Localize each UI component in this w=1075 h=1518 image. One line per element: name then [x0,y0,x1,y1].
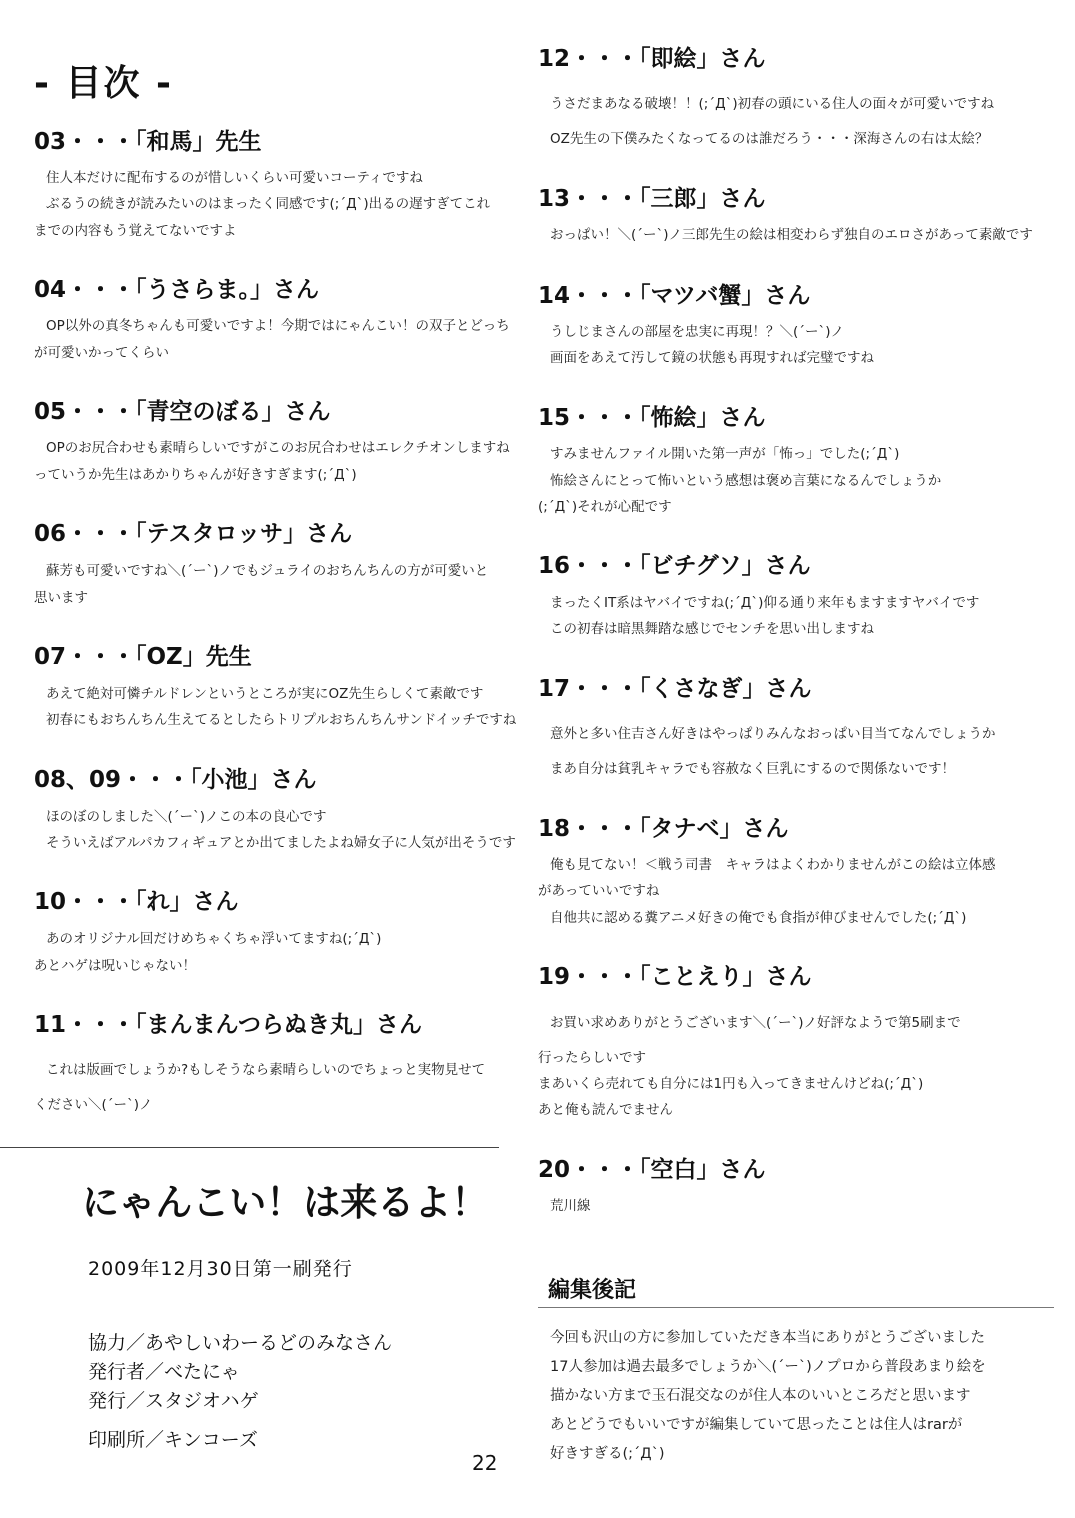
entry-heading: 11・・・「まんまんつらぬき丸」さん [34,1012,423,1038]
afterword-line: 好きすぎる(;´Д`) [550,1446,665,1462]
entry-line: あえて絶対可憐チルドレンというところが実にOZ先生らしくて素敵です [46,686,484,702]
entry-heading: 16・・・「ビチグソ」さん [538,553,811,579]
entry-line: 蘇芳も可愛いですね＼(´ー`)ノでもジュライのおちんちんの方が可愛いと [46,563,489,579]
entry-line: OPのお尻合わせも素晴らしいですがこのお尻合わせはエレクチオンしますね [46,440,510,456]
entry-line: あのオリジナル回だけめちゃくちゃ浮いてますね(;´Д`) [46,931,382,947]
credit-line: 印刷所／キンコーズ [88,1429,258,1451]
entry-line: 俺も見てない！＜戦う司書 キャラはよくわかりませんがこの絵は立体感 [550,857,996,873]
afterword-line: あとどうでもいいですが編集していて思ったことは住人はrarが [550,1417,963,1433]
entry-heading: 12・・・「即絵」さん [538,46,766,72]
divider [538,1307,1054,1308]
afterword-line: 今回も沢山の方に参加していただき本当にありがとうございました [550,1330,985,1346]
entry-heading: 13・・・「三郎」さん [538,186,766,212]
entry-line: これは版画でしょうか?もしそうなら素晴らしいのでちょっと実物見せて [46,1062,486,1078]
entry-line: ください＼(´ー`)ノ [34,1097,153,1113]
entry-line: 住人本だけに配布するのが惜しいくらい可愛いコーティですね [46,170,423,186]
book-title: にゃんこい！は来るよ！ [82,1181,489,1224]
entry-line: すみませんファイル開いた第一声が「怖っ」でした(;´Д`) [550,446,900,462]
entry-line: まあいくら売れても自分には1円も入ってきませんけどね(;´Д`) [538,1076,924,1092]
entry-line: (;´Д`)それが心配です [538,499,672,515]
afterword-line: 17人参加は過去最多でしょうか＼(´ー`)ノプロから普段あまり絵を [550,1359,986,1375]
entry-heading: 05・・・「青空のぼる」さん [34,399,331,425]
divider [0,1147,499,1148]
entry-heading: 03・・・「和馬」先生 [34,129,262,155]
credit-line: 発行／スタジオハゲ [88,1390,259,1412]
entry-line: 荒川線 [550,1198,591,1214]
entry-line: おっぱい！＼(´ー`)ノ三郎先生の絵は相変わらず独自のエロさがあって素敵です [550,227,1033,243]
entry-heading: 14・・・「マツバ蟹」さん [538,283,811,309]
entry-heading: 20・・・「空白」さん [538,1157,766,1183]
entry-heading: 04・・・「うさらま。」さん [34,277,320,303]
page-number: 22 [472,1451,498,1475]
credit-line: 協力／あやしいわーるどのみなさん [88,1332,393,1354]
entry-line: 行ったらしいです [538,1050,646,1066]
entry-line: まったくIT系はヤバイですね(;´Д`)仰る通り来年もますますヤバイです [550,595,980,611]
entry-heading: 06・・・「テスタロッサ」さん [34,521,353,547]
entry-line: うしじまさんの部屋を忠実に再現！？＼(´ー`)ノ [550,324,845,340]
entry-line: うさだまあなる破壊！！(;´Д`)初春の頭にいる住人の面々が可愛いですね [550,96,995,112]
entry-heading: 17・・・「くさなぎ」さん [538,676,812,702]
entry-line: 怖絵さんにとって怖いという感想は褒め言葉になるんでしょうか [550,473,942,489]
toc-title: - 目次 - [34,63,173,104]
entry-line: 意外と多い住吉さん好きはやっぱりみんなおっぱい目当てなんでしょうか [550,726,996,742]
entry-line: っていうか先生はあかりちゃんが好きすぎます(;´Д`) [34,467,357,483]
entry-line: あと俺も読んでません [538,1102,673,1118]
entry-heading: 18・・・「タナベ」さん [538,816,789,842]
credit-line: 発行者／べたにゃ [88,1361,240,1383]
entry-line: お買い求めありがとうございます＼(´ー`)ノ好評なようで第5刷まで [550,1015,961,1031]
publish-date: 2009年12月30日第一刷発行 [88,1258,353,1280]
entry-line: が可愛いかってくらい [34,345,169,361]
entry-line: 自他共に認める糞アニメ好きの俺でも食指が伸びませんでした(;´Д`) [550,910,967,926]
entry-line: までの内容もう覚えてないですよ [34,223,237,239]
entry-line: まあ自分は貧乳キャラでも容赦なく巨乳にするので関係ないです！ [550,761,955,777]
afterword-line: 描かない方まで玉石混交なのが住人本のいいところだと思います [550,1388,971,1404]
entry-line: 画面をあえて汚して鏡の状態も再現すれば完璧ですね [550,350,874,366]
entry-line: OZ先生の下僕みたくなってるのは誰だろう・・・深海さんの右は太絵？ [550,131,989,147]
entry-line: ぶるうの続きが読みたいのはまったく同感です(;´Д`)出るの遅すぎてこれ [46,196,491,212]
entry-line: あとハゲは呪いじゃない！ [34,958,196,974]
entry-heading: 07・・・「OZ」先生 [34,644,252,670]
entry-line: OP以外の真冬ちゃんも可愛いですよ！今期ではにゃんこい！の双子とどっち [46,318,510,334]
entry-heading: 15・・・「怖絵」さん [538,405,766,431]
entry-line: 初春にもおちんちん生えてるとしたらトリプルおちんちんサンドイッチですね [46,712,517,728]
entry-line: 思います [34,590,88,606]
entry-line: があっていいですね [538,883,660,899]
entry-line: そういえばアルパカフィギュアとか出てましたよね婦女子に人気が出そうです [46,835,516,851]
entry-line: この初春は暗黒舞踏な感じでセンチを思い出しますね [550,621,874,637]
entry-heading: 10・・・「れ」さん [34,889,239,915]
entry-line: ほのぼのしました＼(´ー`)ノこの本の良心です [46,809,327,825]
entry-heading: 08、09・・・「小池」さん [34,767,317,793]
afterword-title: 編集後記 [548,1278,637,1303]
entry-heading: 19・・・「ことえり」さん [538,964,812,990]
